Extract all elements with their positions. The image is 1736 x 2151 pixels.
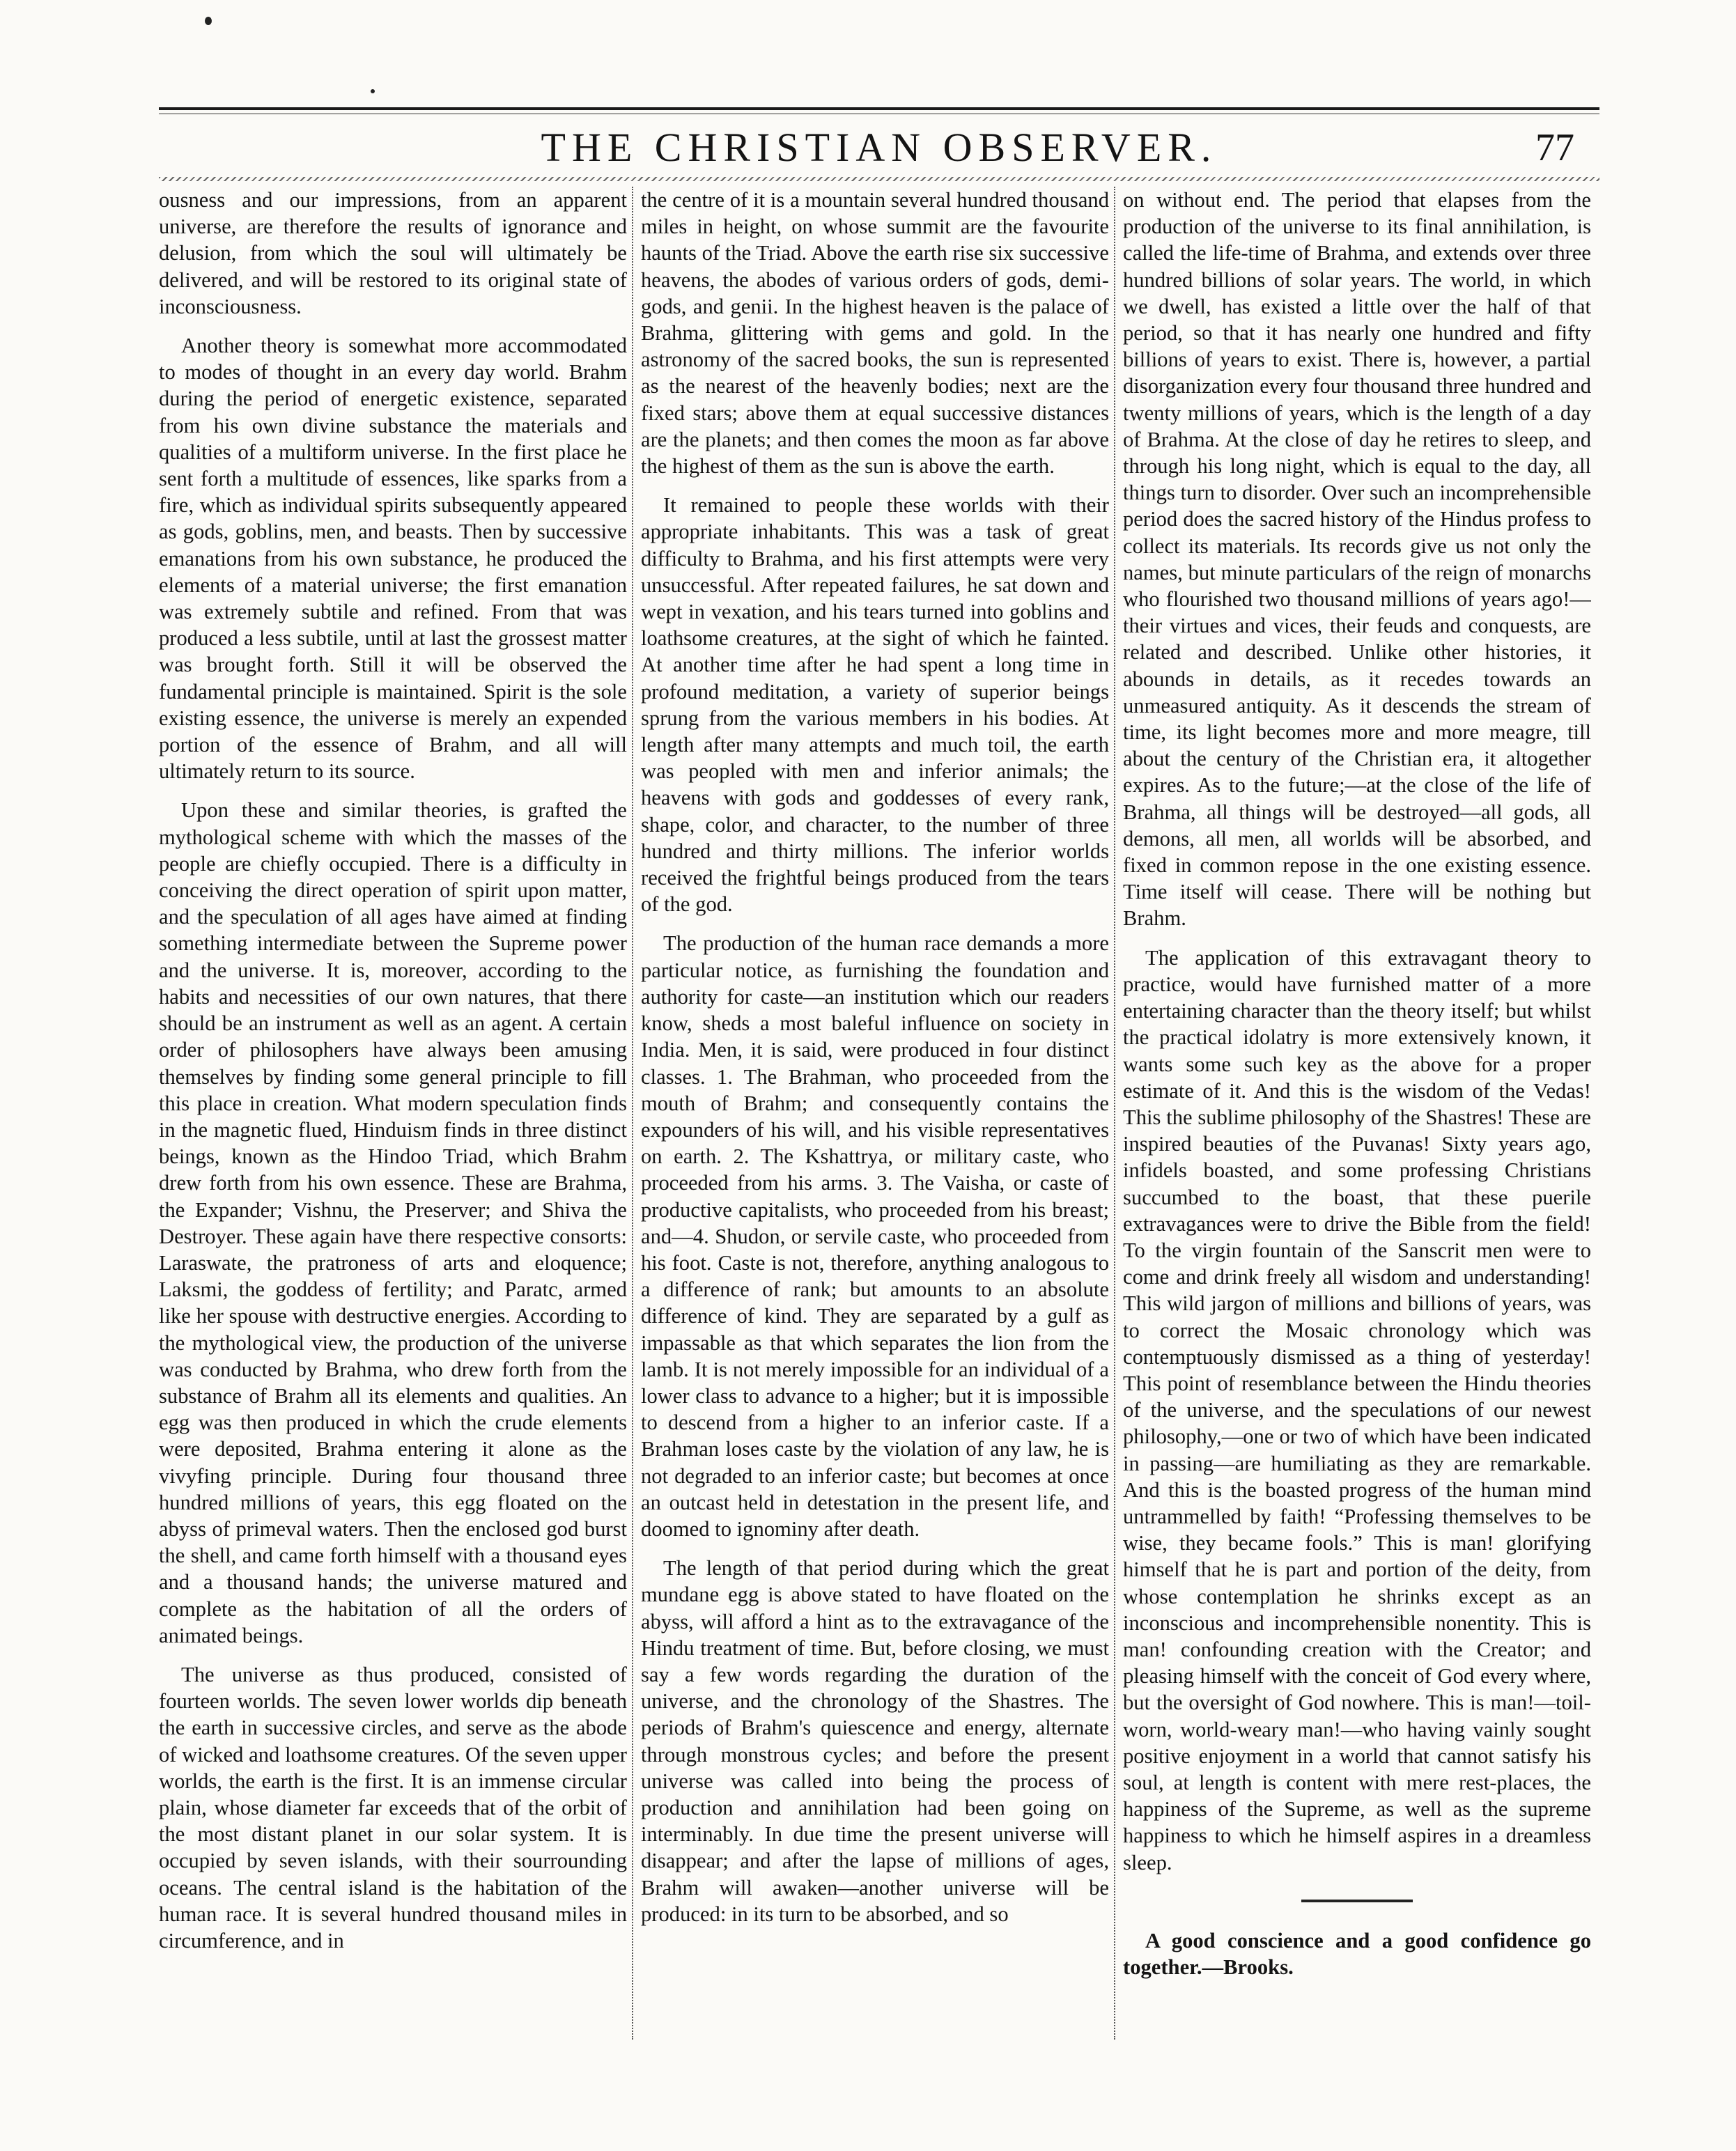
running-header: [159, 120, 1599, 176]
header-ornament-rule: [159, 177, 1599, 181]
column-divider: [1114, 187, 1115, 2040]
text-column-1: [159, 187, 627, 2040]
ink-speck: [371, 89, 375, 93]
paragraph: Upon these and similar theories, is grafted the mythological scheme with which the masses of the people are chiefly occupied. There is a difficulty in conceiving the direct operation of spirit upon matter, and the speculation of all ages have aimed at finding something intermediate between the Supreme power and the universe. It is, moreover, according to the habits and necessities of our own natures, that there should be an instrument as well as an agent. A certain order of philosophers have always been amusing themselves by finding some general principle to fill this place in creation. What modern speculation finds in the magnetic flued, Hinduism finds in three distinct beings, known as the Hindoo Triad, which Brahm drew forth from his own essence. These are Brahma, the Expander; Vishnu, the Preserver; and Shiva the Destroyer. These again have there respective consorts: Laraswate, the pratroness of arts and eloquence; Laksmi, the goddess of fertility; and Paratc, armed like her spouse with destructive energies. According to the mythological view, the production of the universe was conducted by Brahma, who drew forth from the substance of Brahm all its elements and qualities. An egg was then produced in which the crude elements were deposited, Brahma entering it alone as the vivyfing principle. During four thousand three hundred millions of years, this egg floated on the abyss of primeval waters. Then the enclosed god burst the shell, and came forth himself with a thousand eyes and a thousand hands; the universe matured and complete as the habitation of all the orders of animated beings.: [159, 798, 627, 1647]
journal-title: THE CHRISTIAN OBSERVER.: [541, 125, 1218, 170]
paragraph: It remained to people these worlds with their appropriate inhabitants. This was a task of great difficulty to Brahma, and his first attempts were very unsuccessful. After repeated failures, he sat down and wept in vexation, and his tears turned into goblins and loathsome creatures, at the sight of which he fainted. At another time after he had spent a long time in profound meditation, a variety of superior beings sprung from the various members in his bodies. At length after many attempts and much toil, the earth was peopled with men and inferior animals; the heavens with gods and goddesses of every rank, shape, color, and character, to the number of three hundred and thirty millions. The inferior worlds received the frightful beings produced from the tears of the god.: [641, 493, 1109, 917]
text-column-3: [1123, 187, 1591, 2040]
paragraph: The universe as thus produced, consisted of fourteen worlds. The seven lower worlds dip beneath the earth in successive circles, and serve as the abode of wicked and loathsome creatures. Of the seven upper worlds, the earth is the first. It is an immense circular plain, whose diameter far exceeds that of the orbit of the most distant planet in our solar system. It is occupied by seven islands, with their sourrounding oceans. The central island is the habitation of the human race. It is several hundred thousand miles in circumference, and in: [159, 1662, 627, 1952]
header-rule: [159, 107, 1599, 110]
page-number: 77: [1535, 126, 1574, 169]
paragraph: the centre of it is a mountain several hundred thousand miles in height, on whose summit are the favourite haunts of the Triad. Above the earth rise six successive heavens, the abodes of various orders of gods, demi-gods, and genii. In the highest heaven is the palace of Brahma, glittering with gems and gold. In the astronomy of the sacred books, the sun is represented as the nearest of the heavenly bodies; next are the fixed stars; above them at equal successive distances are the planets; and then comes the moon as far above the highest of them as the sun is above the earth.: [641, 188, 1109, 479]
ink-speck: [205, 17, 212, 25]
column-divider: [632, 187, 633, 2040]
section-divider: [1301, 1900, 1413, 1902]
closing-quote: A good conscience and a good confidence go together.—Brooks.: [1123, 1928, 1591, 1979]
paragraph: The length of that period during which the great mundane egg is above stated to have floated on the abyss, will afford a hint as to the extravagance of the Hindu treatment of time. But, before closing, we must say a few words regarding the duration of the universe, and the chronology of the Shastres. The periods of Brahm's quiescence and energy, alternate through monstrous cycles; and before the present universe was called into being the process of production and annihilation had been going on interminably. In due time the present universe will disappear; and after the lapse of millions of ages, Brahm will awaken—another universe will be produced: in its turn to be absorbed, and so: [641, 1556, 1109, 1926]
text-column-2: [641, 187, 1109, 2040]
paragraph: The production of the human race demands a more particular notice, as furnishing the foundation and authority for caste—an institution which our readers know, sheds a most baleful influence on society in India. Men, it is said, were produced in four distinct classes. 1. The Brahman, who proceeded from the mouth of Brahm; and consequently contains the expounders of his will, and his visible representatives on earth. 2. The Kshattrya, or military caste, who proceeded from his arms. 3. The Vaisha, or caste of productive capitalists, who proceeded from his breast; and—4. Shudon, or servile caste, who proceeded from his foot. Caste is not, therefore, anything analogous to a difference of rank; but amounts to an absolute difference of kind. They are separated by a gulf as impassable as that which separates the lion from the lamb. It is not merely impossible for an individual of a lower class to advance to a higher; but it is impossible to descend from a higher to an inferior caste. If a Brahman loses caste by the violation of any law, he is not degraded to an inferior caste; but becomes at once an outcast held in detestation in the present life, and doomed to ignominy after death.: [641, 931, 1109, 1541]
paragraph: ousness and our impressions, from an apparent universe, are therefore the results of ignorance and delusion, from which the soul will ultimately be delivered, and will be restored to its original state of inconsciousness.: [159, 188, 627, 318]
paragraph: Another theory is somewhat more accommodated to modes of thought in an every day world. Brahm during the period of energetic existence, separated from his own divine substance the materials and qualities of a multiform universe. In the first place he sent forth a multitude of essences, like sparks from a fire, which as individual spirits subsequently appeared as gods, goblins, men, and beasts. Then by successive emanations from his own substance, he produced the elements of a material universe; the first emanation was extremely subtile and refined. From that was produced a less subtile, until at last the grossest matter was brought forth. Still it will be observed the fundamental principle is maintained. Spirit is the sole existing essence, the universe is merely an expended portion of the essence of Brahm, and all will ultimately return to its source.: [159, 334, 627, 784]
paragraph: on without end. The period that elapses from the production of the universe to its final annihilation, is called the life-time of Brahma, and extends over three hundred billions of solar years. The world, in which we dwell, has existed a little over the half of that period, so that it has nearly one hundred and fifty billions of years to exist. There is, however, a partial disorganization every four thousand three hundred and twenty millions of years, which is the length of a day of Brahma. At the close of day he retires to sleep, and through his long night, which is equal to the day, all things turn to disorder. Over such an incomprehensible period does the sacred history of the Hindus profess to collect its materials. Its records give us not only the names, but minute particulars of the reign of monarchs who flourished two thousand millions of years ago!—their virtues and vices, their feuds and conquests, are related and described. Unlike other histories, it abounds in details, as it recedes towards an unmeasured antiquity. As it descends the stream of time, its light becomes more and more meagre, till about the century of the Christian era, it altogether expires. As to the future;—at the close of the life of Brahma, all things will be destroyed—all gods, all demons, all men, all worlds will be absorbed, and fixed in common repose in the one existing essence. Time itself will cease. There will be nothing but Brahm.: [1123, 188, 1591, 931]
paragraph: The application of this extravagant theory to practice, would have furnished matter of a more entertaining character than the theory itself; but whilst the practical idolatry is more extensively known, it wants some such key as the above for a proper estimate of it. And this is the wisdom of the Vedas! This the sublime philosophy of the Shastres! These are inspired beauties of the Puvanas! Sixty years ago, infidels boasted, and some professing Christians succumbed to the boast, that these puerile extravagances were to drive the Bible from the field! To the virgin fountain of the Sanscrit men were to come and drink freely all wisdom and understanding! This wild jargon of millions and billions of years, was to correct the Mosaic chronology which was contemptuously dismissed as a thing of yesterday! This point of resemblance between the Hindu theories of the universe, and the speculations of our newest philosophy,—one or two of which have been indicated in passing—are humiliating as they are remarkable. And this is the boasted progress of the human mind untrammelled by faith! “Professing themselves to be wise, they became fools.” This is man! glorifying himself that he is part and portion of the deity, from whose contemplation he shrinks except as an inconscious and incomprehensible nonentity. This is man! confounding creation with the Creator; and pleasing himself with the conceit of God every where, but the oversight of God nowhere. This is man!—toil-worn, world-weary man!—who having vainly sought positive enjoyment in a world that cannot satisfy his soul, at length is content with mere rest-places, the happiness of the Supreme, as well as the supreme happiness to which he himself aspires in a dreamless sleep.: [1123, 945, 1591, 1874]
